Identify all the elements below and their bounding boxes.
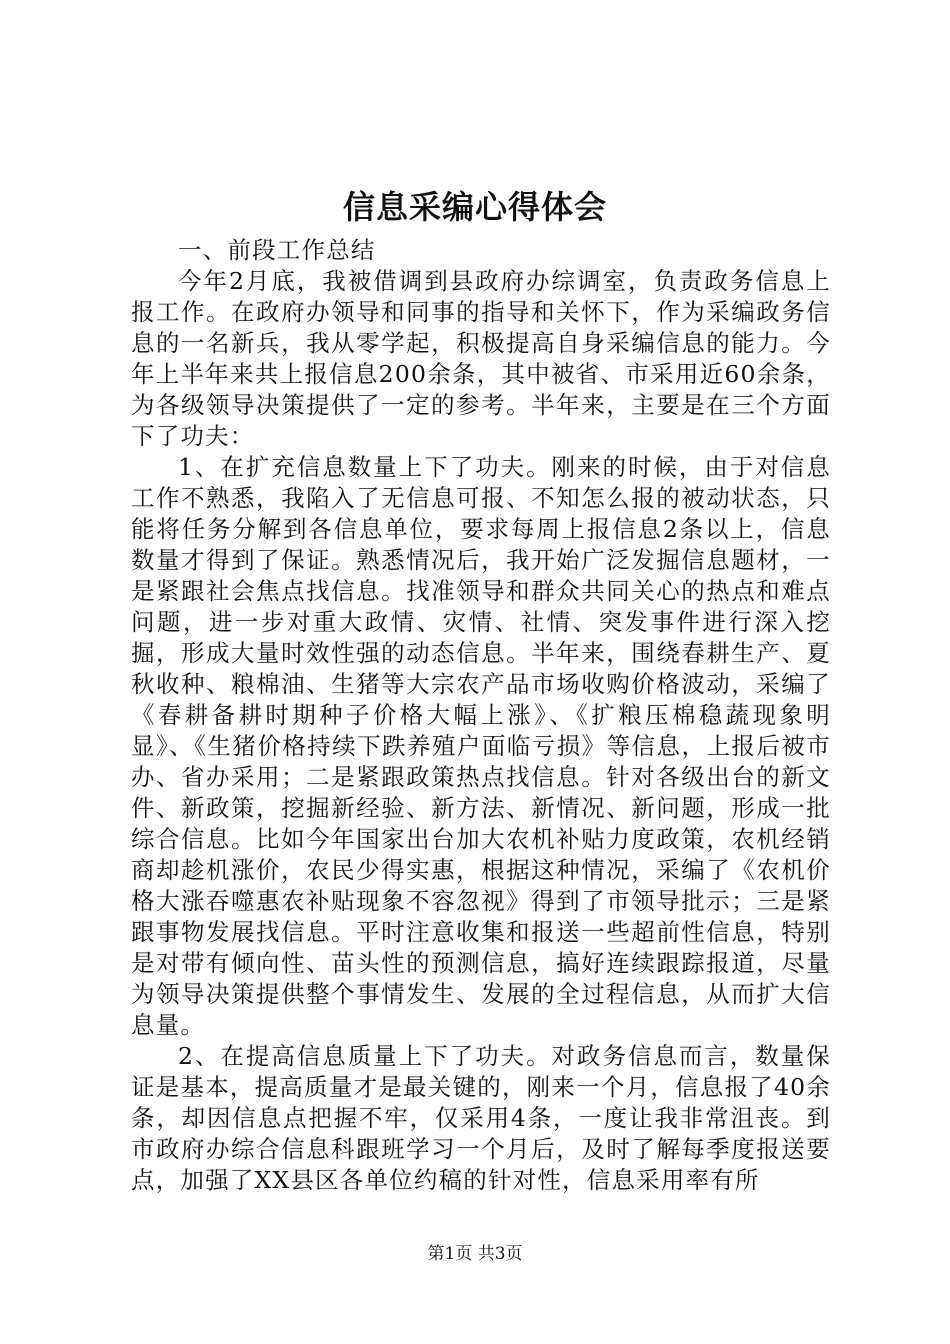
page-footer: 第1页 共3页 xyxy=(427,1244,523,1264)
paragraph-intro: 今年2月底，我被借调到县政府办综调室，负责政务信息上报工作。在政府办领导和同事的指导和关怀下，作为采编政务信息的一名新兵，我从零学起，积极提高自身采编信息的能力。今年上半年来共上报信息200余条，其中被省、市采用近60余条，为各级领导决策提供了一定的参考。半年来，主要是在三个方面下了功夫： xyxy=(131,267,831,450)
section-heading: 一、前段工作总结 xyxy=(178,236,376,264)
document-title: 信息采编心得体会 xyxy=(342,188,607,226)
document-body xyxy=(131,235,831,1196)
paragraph-quantity: 1、在扩充信息数量上下了功夫。刚来的时候，由于对信息工作不熟悉，我陷入了无信息可报、不知怎么报的被动状态，只能将任务分解到各信息单位，要求每周上报信息2条以上，信息数量才得到了保证。熟悉情况后，我开始广泛发掘信息题材，一是紧跟社会焦点找信息。找准领导和群众共同关心的热点和难点问题，进一步对重大政情、灾情、社情、突发事件进行深入挖掘，形成大量时效性强的动态信息。半年来，围绕春耕生产、夏秋收种、粮棉油、生猪等大宗农产品市场收购价格波动，采编了《春耕备耕时期种子价格大幅上涨》、《扩粮压棉稳蔬现象明显》、《生猪价格持续下跌养殖户面临亏损》等信息，上报后被市办、省办采用；二是紧跟政策热点找信息。针对各级出台的新文件、新政策，挖掘新经验、新方法、新情况、新问题，形成一批综合信息。比如今年国家出台加大农机补贴力度政策，农机经销商却趁机涨价，农民少得实惠，根据这种情况，采编了《农机价格大涨吞噬惠农补贴现象不容忽视》得到了市领导批示；三是紧跟事物发展找信息。平时注意收集和报送一些超前性信息，特别是对带有倾向性、苗头性的预测信息，搞好连续跟踪报道，尽量为领导决策提供整个事情发生、发展的全过程信息，从而扩大信息量。 xyxy=(131,453,831,1039)
paragraph-quality: 2、在提高信息质量上下了功夫。对政务信息而言，数量保证是基本，提高质量才是最关键的，刚来一个月，信息报了40余条，却因信息点把握不牢，仅采用4条，一度让我非常沮丧。到市政府办综合信息科跟班学习一个月后，及时了解每季度报送要点，加强了XX县区各单位约稿的针对性，信息采用率有所 xyxy=(131,1042,831,1194)
